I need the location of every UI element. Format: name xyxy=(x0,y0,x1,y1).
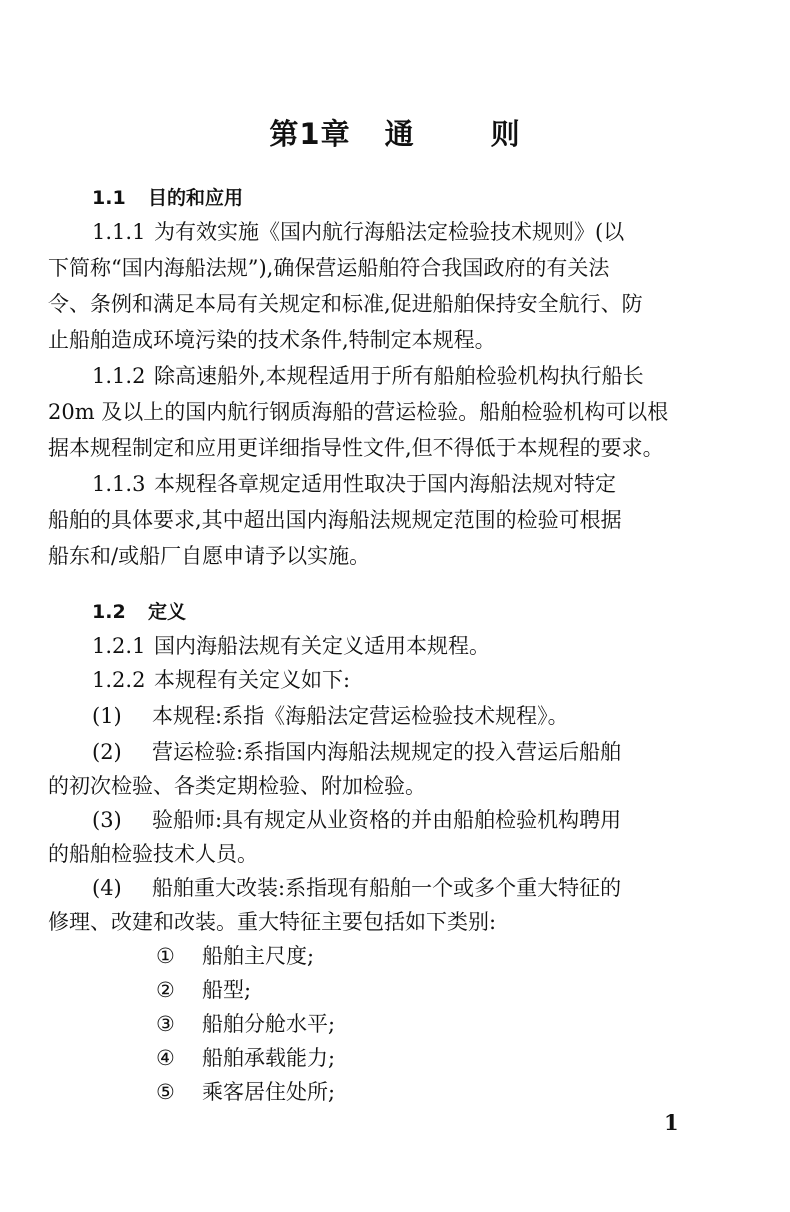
paragraph-line: 止船舶造成环境污染的技术条件,特制定本规程。 xyxy=(48,328,496,352)
definition-text: 营运检验:系指国内海船法规规定的投入营运后船舶 xyxy=(152,740,622,764)
definition-text: 本规程:系指《海船法定营运检验技术规程》。 xyxy=(152,704,569,728)
paragraph-line: 的船舶检验技术人员。 xyxy=(48,842,258,866)
section-title: 目的和应用 xyxy=(148,187,244,209)
paragraph-line: 修理、改建和改装。重大特征主要包括如下类别: xyxy=(48,910,497,934)
list-marker: ④ xyxy=(156,1046,175,1070)
chapter-number: 第1章 xyxy=(269,117,351,151)
clause-text: 本规程有关定义如下: xyxy=(154,668,351,692)
clause-number: 1.2.1 xyxy=(92,634,146,658)
paragraph-line: 船舶的具体要求,其中超出国内海船法规规定范围的检验可根据 xyxy=(48,508,622,532)
list-item xyxy=(156,1078,790,1106)
paragraph-line: 的初次检验、各类定期检验、附加检验。 xyxy=(48,774,426,798)
definition-number: (3) xyxy=(92,808,122,832)
list-item-text: 船型; xyxy=(202,978,252,1002)
definition-number: (1) xyxy=(92,704,122,728)
paragraph-1-2-1-line xyxy=(92,632,790,660)
clause-text: 本规程各章规定适用性取决于国内海船法规对特定 xyxy=(154,472,616,496)
clause-number: 1.2.2 xyxy=(92,668,146,692)
chapter-title xyxy=(0,112,790,153)
definition-text: 验船师:具有规定从业资格的并由船舶检验机构聘用 xyxy=(152,808,622,832)
list-item xyxy=(156,1010,790,1038)
clause-text: 为有效实施《国内航行海船法定检验技术规则》(以 xyxy=(154,220,625,244)
list-item-text: 船舶主尺度; xyxy=(202,944,315,968)
paragraph-1-1-3-line xyxy=(92,470,790,498)
paragraph-1-1-1-line xyxy=(92,218,790,246)
list-marker: ② xyxy=(156,978,175,1002)
paragraph-line: 据本规程制定和应用更详细指导性文件,但不得低于本规程的要求。 xyxy=(48,436,664,460)
section-title: 定义 xyxy=(148,601,187,623)
paragraph-line: 下简称“国内海船法规”),确保营运船舶符合我国政府的有关法 xyxy=(48,256,610,280)
paragraph-1-1-2-line xyxy=(92,362,790,390)
section-heading-1-1 xyxy=(92,184,790,212)
chapter-title-word-1: 通 xyxy=(384,117,415,151)
clause-text: 除高速船外,本规程适用于所有船舶检验机构执行船长 xyxy=(154,364,644,388)
list-marker: ③ xyxy=(156,1012,175,1036)
definition-3-line xyxy=(92,806,790,834)
list-marker: ① xyxy=(156,944,175,968)
list-item xyxy=(156,976,790,1004)
definition-4-line xyxy=(92,874,790,902)
paragraph-1-2-2-line xyxy=(92,666,790,694)
list-item-text: 乘客居住处所; xyxy=(202,1080,336,1104)
definition-number: (2) xyxy=(92,740,122,764)
definition-text: 船舶重大改装:系指现有船舶一个或多个重大特征的 xyxy=(152,876,622,900)
section-number: 1.1 xyxy=(92,187,126,209)
section-heading-1-2 xyxy=(92,598,790,626)
list-marker: ⑤ xyxy=(156,1080,175,1104)
paragraph-line: 令、条例和满足本局有关规定和标准,促进船舶保持安全航行、防 xyxy=(48,292,643,316)
definition-number: (4) xyxy=(92,876,122,900)
clause-number: 1.1.1 xyxy=(92,220,146,244)
paragraph-line: 船东和/或船厂自愿申请予以实施。 xyxy=(48,544,371,568)
list-item xyxy=(156,942,790,970)
definition-2-line xyxy=(92,738,790,766)
section-number: 1.2 xyxy=(92,601,126,623)
list-item-text: 船舶分舱水平; xyxy=(202,1012,336,1036)
clause-text: 国内海船法规有关定义适用本规程。 xyxy=(154,634,490,658)
chapter-title-word-2: 则 xyxy=(490,117,521,151)
page-number: 1 xyxy=(664,1110,679,1135)
list-item xyxy=(156,1044,790,1072)
definition-1-line xyxy=(92,702,790,730)
clause-number: 1.1.3 xyxy=(92,472,146,496)
clause-number: 1.1.2 xyxy=(92,364,146,388)
paragraph-line: 20m 及以上的国内航行钢质海船的营运检验。船舶检验机构可以根 xyxy=(48,400,669,424)
list-item-text: 船舶承载能力; xyxy=(202,1046,336,1070)
